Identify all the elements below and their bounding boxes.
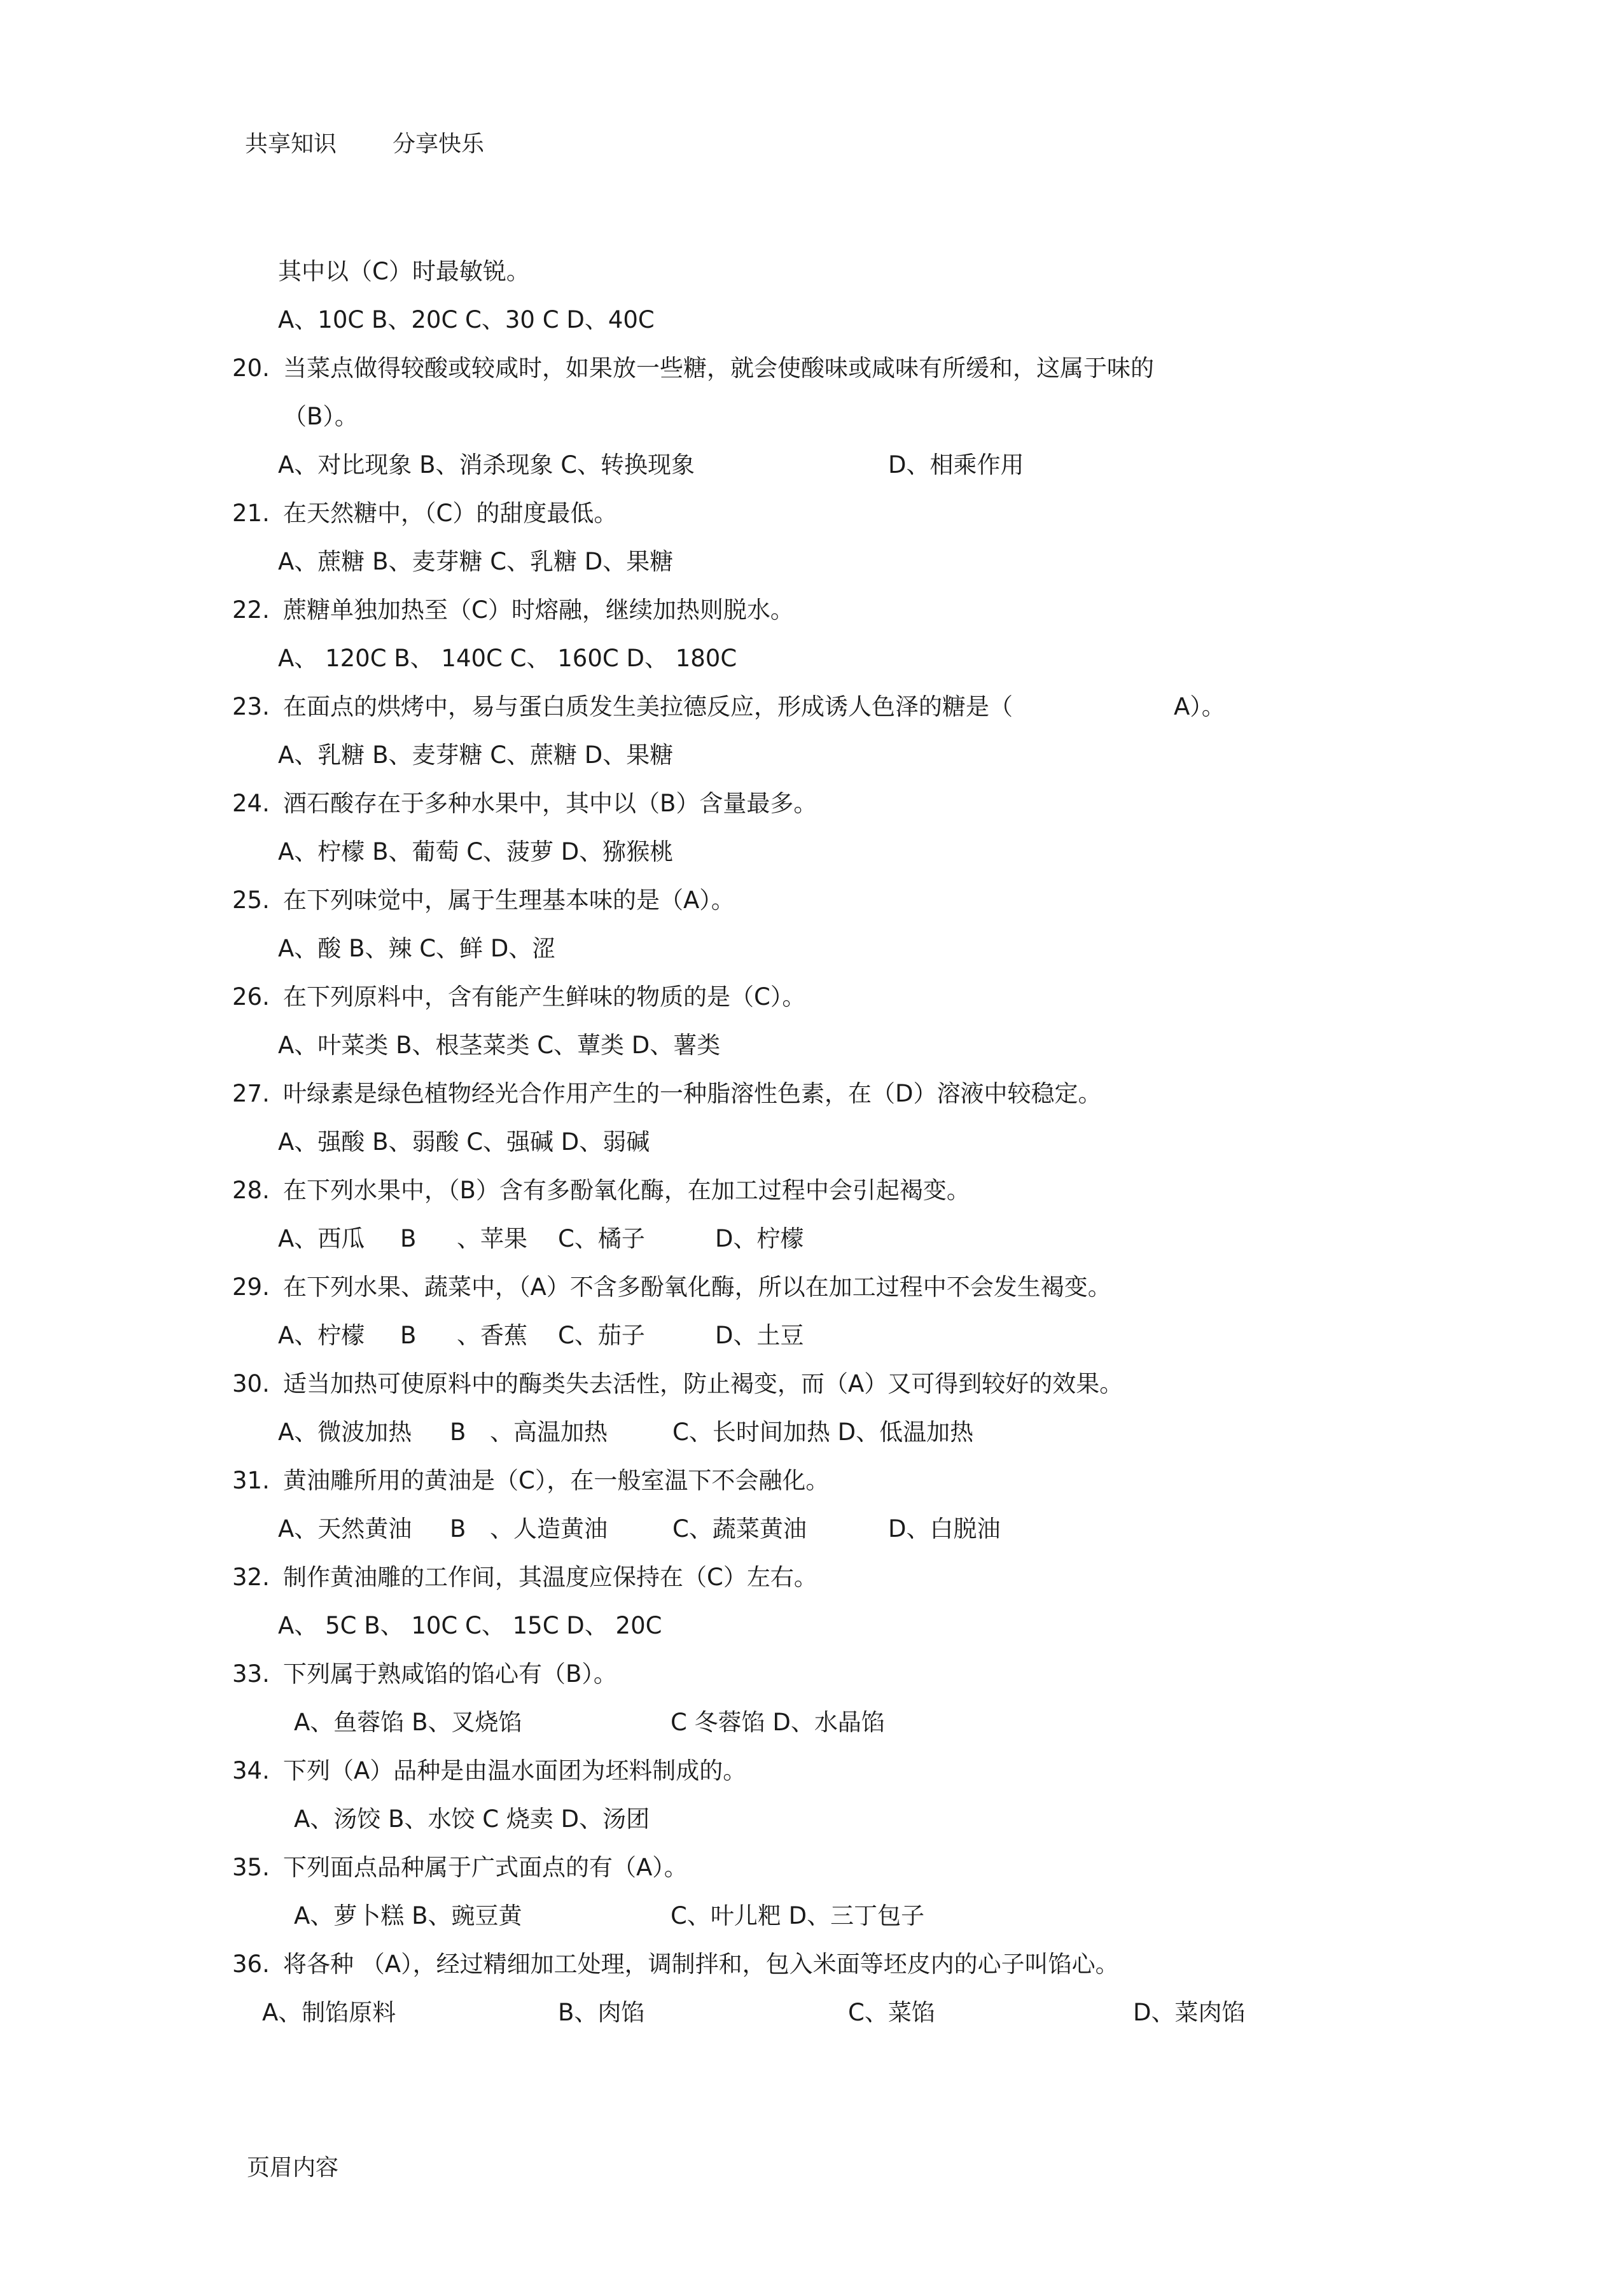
option-text: A、西瓜 — [278, 1225, 365, 1252]
page-footer: 页眉内容 — [247, 2155, 339, 2181]
header-left-text: 共享知识 — [245, 131, 337, 157]
question-text: 酒石酸存在于多种水果中，其中以（B）含量最多。 — [283, 790, 817, 817]
question-number: 35. — [232, 1854, 270, 1881]
option-text: A、对比现象 B、消杀现象 C、转换现象 — [278, 451, 695, 479]
option-text: A、微波加热 — [278, 1418, 412, 1446]
option-text: A、柠檬 B、葡萄 C、菠萝 D、猕猴桃 — [278, 838, 674, 865]
question-number: 28. — [232, 1177, 270, 1204]
option-text: C、蔬菜黄油 — [672, 1515, 807, 1543]
option-text: A、制馅原料 — [262, 1999, 396, 2026]
option-text: D、白脱油 — [888, 1515, 1001, 1543]
option-text: 、苹果 — [457, 1225, 527, 1252]
question-text: 黄油雕所用的黄油是（C），在一般室温下不会融化。 — [283, 1467, 830, 1494]
page-header — [245, 126, 540, 158]
question-number: 33. — [232, 1660, 270, 1688]
option-text: C、叶儿粑 D、三丁包子 — [671, 1902, 925, 1929]
question-text: 当菜点做得较酸或较咸时，如果放一些糖，就会使酸味或咸味有所缓和，这属于味的 — [283, 354, 1154, 382]
question-text: 下列（A）品种是由温水面团为坯料制成的。 — [283, 1757, 747, 1784]
continuation-text: 其中以（C）时最敏锐。 — [278, 258, 530, 285]
question-number: 36. — [232, 1950, 270, 1978]
question-number: 32. — [232, 1564, 270, 1591]
option-text: A、蔗糖 B、麦芽糖 C、乳糖 D、果糖 — [278, 548, 674, 575]
option-text: A、叶菜类 B、根茎菜类 C、蕈类 D、薯类 — [278, 1032, 721, 1059]
question-number: 20. — [232, 354, 270, 382]
question-text: 下列面点品种属于广式面点的有（A）。 — [283, 1854, 688, 1881]
option-text: A、鱼蓉馅 B、叉烧馅 — [294, 1709, 522, 1736]
option-text: D、相乘作用 — [888, 451, 1024, 479]
option-text: C、茄子 — [558, 1322, 645, 1349]
option-text: A、酸 B、辣 C、鲜 D、涩 — [278, 935, 556, 962]
question-number: 25. — [232, 886, 270, 914]
question-number: 22. — [232, 596, 270, 624]
option-text: A、萝卜糕 B、豌豆黄 — [294, 1902, 522, 1929]
option-text: A、 5C B、 10C C、 15C D、 20C — [278, 1612, 662, 1639]
option-text: D、土豆 — [715, 1322, 804, 1349]
option-text: C、长时间加热 D、低温加热 — [672, 1418, 974, 1446]
question-text: 在下列原料中，含有能产生鲜味的物质的是（C）。 — [283, 983, 806, 1011]
option-text: A、柠檬 — [278, 1322, 365, 1349]
option-text: A、汤饺 B、水饺 C 烧卖 D、汤团 — [294, 1805, 650, 1833]
option-text: D、菜肉馅 — [1133, 1999, 1246, 2026]
option-text: A、强酸 B、弱酸 C、强碱 D、弱碱 — [278, 1128, 650, 1156]
question-number: 27. — [232, 1080, 270, 1107]
question-text: 制作黄油雕的工作间，其温度应保持在（C）左右。 — [283, 1564, 817, 1591]
question-text: 适当加热可使原料中的酶类失去活性，防止褐变，而（A）又可得到较好的效果。 — [283, 1370, 1124, 1397]
question-text: 蔗糖单独加热至（C）时熔融，继续加热则脱水。 — [283, 596, 794, 624]
question-text: 下列属于熟咸馅的馅心有（B）。 — [283, 1660, 617, 1688]
option-text: 、香蕉 — [457, 1322, 527, 1349]
option-text: A、10C B、20C C、30 C D、40C — [278, 306, 655, 333]
question-text: 在下列水果中，（B）含有多酚氧化酶，在加工过程中会引起褐变。 — [283, 1177, 970, 1204]
option-text: B — [400, 1225, 417, 1252]
option-text: A、天然黄油 — [278, 1515, 412, 1543]
option-text: A、 120C B、 140C C、 160C D、 180C — [278, 645, 737, 672]
option-text: C、菜馅 — [848, 1999, 935, 2026]
question-text: 叶绿素是绿色植物经光合作用产生的一种脂溶性色素，在（D）溶液中较稳定。 — [283, 1080, 1102, 1107]
option-text: B、肉馅 — [558, 1999, 645, 2026]
question-text: 在下列味觉中，属于生理基本味的是（A）。 — [283, 886, 735, 914]
question-number: 30. — [232, 1370, 270, 1397]
question-number: 23. — [232, 693, 270, 720]
option-text: C 冬蓉馅 D、水晶馅 — [671, 1709, 885, 1736]
option-text: 、高温加热 — [490, 1418, 608, 1446]
question-number: 26. — [232, 983, 270, 1011]
option-text: B — [450, 1418, 466, 1446]
question-number: 31. — [232, 1467, 270, 1494]
option-text: B — [400, 1322, 417, 1349]
option-text: C、橘子 — [558, 1225, 645, 1252]
option-text: B — [450, 1515, 466, 1543]
option-text: 、人造黄油 — [490, 1515, 608, 1543]
question-text: 在面点的烘烤中，易与蛋白质发生美拉德反应，形成诱人色泽的糖是（ — [283, 693, 1013, 720]
question-number: 29. — [232, 1273, 270, 1301]
option-text: A、乳糖 B、麦芽糖 C、蔗糖 D、果糖 — [278, 741, 674, 769]
option-text: D、柠檬 — [715, 1225, 804, 1252]
header-right-text: 分享快乐 — [393, 131, 485, 157]
question-text: 在天然糖中，（C）的甜度最低。 — [283, 500, 618, 527]
question-number: 24. — [232, 790, 270, 817]
continuation-text: （B）。 — [283, 403, 358, 430]
question-number: 34. — [232, 1757, 270, 1784]
question-number: 21. — [232, 500, 270, 527]
question-text: 在下列水果、蔬菜中，（A）不含多酚氧化酶，所以在加工过程中不会发生褐变。 — [283, 1273, 1111, 1301]
question-text: 将各种 （A），经过精细加工处理，调制拌和，包入米面等坯皮内的心子叫馅心。 — [283, 1950, 1119, 1978]
question-answer-tail: A）。 — [1174, 693, 1225, 720]
